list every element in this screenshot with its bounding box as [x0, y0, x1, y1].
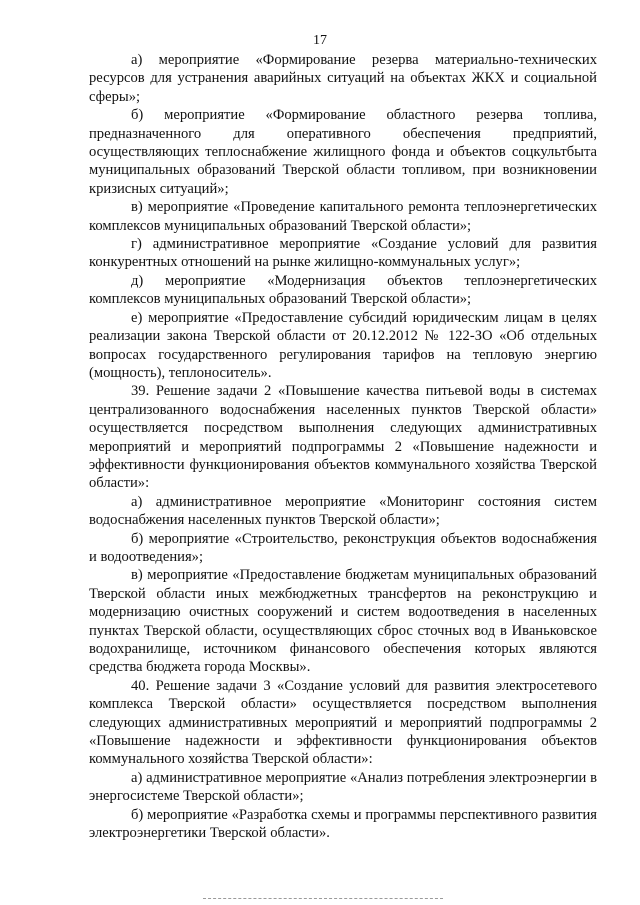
paragraph-40-measure-a: а) административное мероприятие «Анализ потребления электроэнергии в энергосистеме Тверской области»; [89, 769, 597, 805]
paragraph-measure-b: б) мероприятие «Формирование областного резерва топлива, предназначенного для оперативного обеспечения предприятий, осуществляющих теплоснабжение жилищного фонда и объектов соцкультбыта муниципальных образований Тверской области топливом, при возникновении кризисных ситуаций»; [89, 107, 597, 197]
paragraph-39-measure-a: а) административное мероприятие «Мониторинг состояния систем водоснабжения населенных пунктов Тверской области»; [89, 493, 597, 529]
paragraph-item-40: 40. Решение задачи 3 «Создание условий для развития электросетевого комплекса Тверской области» осуществляется посредством выполнения следующих административных мероприятий и мероприятий подпрограммы 2 «Повышение надежности и эффективности функционирования объектов коммунального хозяйства Тверской области»: [89, 677, 597, 768]
paragraph-measure-e: е) мероприятие «Предоставление субсидий юридическим лицам в целях реализации закона Тверской области от 20.12.2012 № 122-ЗО «Об отдельных вопросах государственного регулирования тарифов на тепловую энергию (мощность), теплоноситель». [89, 309, 597, 381]
paragraph-measure-g: г) административное мероприятие «Создание условий для развития конкурентных отношений на рынке жилищно-коммунальных услуг»; [89, 236, 597, 271]
document-body [89, 51, 597, 842]
paragraph-item-39: 39. Решение задачи 2 «Повышение качества питьевой воды в системах централизованного водоснабжения населенных пунктов Тверской области» осуществляется посредством выполнения следующих административных мероприятий и мероприятий подпрограммы 2 «Повышение надежности и эффективности функционирования объектов коммунального хозяйства Тверской области»: [89, 383, 597, 492]
paragraph-measure-v: в) мероприятие «Проведение капитального ремонта теплоэнергетических комплексов муниципальных образований Тверской области»; [89, 199, 597, 234]
scan-edge-mark [203, 898, 443, 901]
paragraph-39-measure-v: в) мероприятие «Предоставление бюджетам муниципальных образований Тверской области иных межбюджетных трансфертов на реконструкцию и модернизацию очистных сооружений и систем водоотведения в населенных пунктах Тверской области, осуществляющих сброс сточных вод в Иваньковское водохранилище, источником финансового обеспечения которых являются средства бюджета города Москвы». [89, 567, 597, 676]
paragraph-40-measure-b: б) мероприятие «Разработка схемы и программы перспективного развития электроэнергетики Тверской области». [89, 806, 597, 842]
paragraph-39-measure-b: б) мероприятие «Строительство, реконструкция объектов водоснабжения и водоотведения»; [89, 530, 597, 565]
paragraph-measure-d: д) мероприятие «Модернизация объектов теплоэнергетических комплексов муниципальных образований Тверской области»; [89, 272, 597, 308]
page-number: 17 [313, 33, 327, 48]
paragraph-measure-a: а) мероприятие «Формирование резерва материально-технических ресурсов для устранения аварийных ситуаций на объектах ЖКХ и социальной сферы»; [89, 52, 597, 105]
